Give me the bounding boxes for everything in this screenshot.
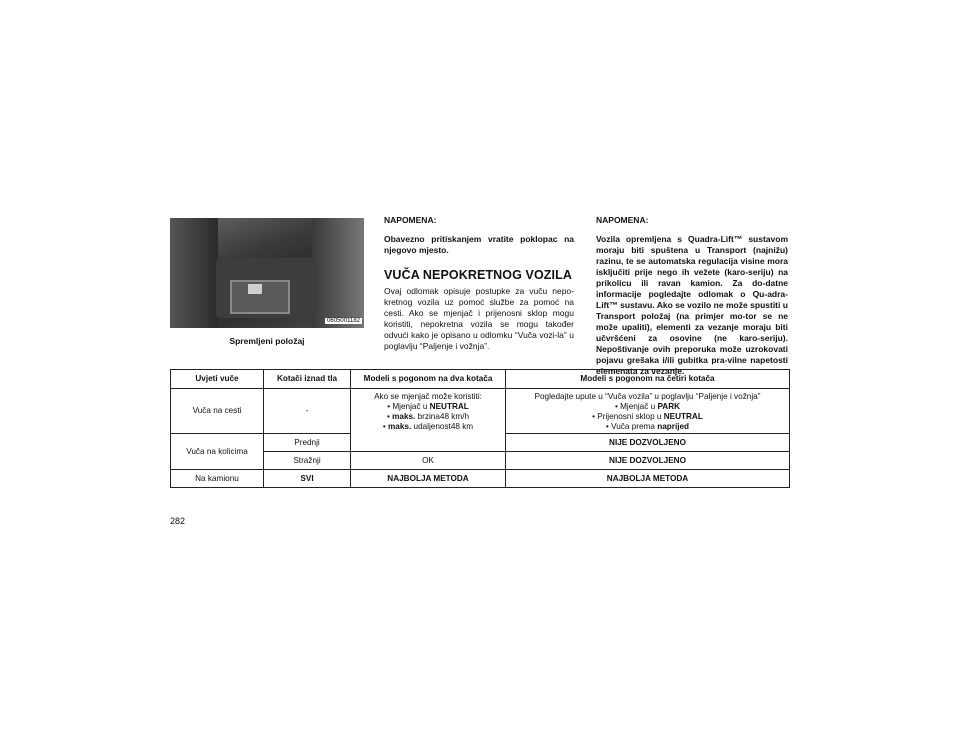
note-text: Vozila opremljena s Quadra-Lift™ sustavom moraju biti spuštena u Transport (najnižu) razinu, te se automatska regulacija visine mora isključiti prije nego ih vežete (karo-seriju) na prikolicu ili ravan kamion. Za do-datne informacije pogledajte odlomak o Qu-adra-Lift™ sustavu. Ako se vozilo ne može spustiti u Transport položaj (na primjer mo-tor se ne može upaliti), elementi za vezanje moraju biti učvršćeni za osovine (ne karo-seriju). Nepoštivanje ovih preporuka može uzrokovati pojavu grešaka i/ili gubitka pra-vilne napetosti elemenata za vezanje. bbox=[596, 234, 788, 376]
table-cell bbox=[506, 389, 790, 434]
note-heading: NAPOMENA: bbox=[596, 215, 649, 225]
cell-bullet: • maks. brzina48 km/h bbox=[386, 412, 470, 421]
section-body: Ovaj odlomak opisuje postupke za vuču nepo-kretnog vozila uz pomoć službe za pomoć na cesti. Ako se mjenjač i prijenosni sklop mogu koristiti, nepokretna vozila se mogu također odvući kako je opisano u odlomku “Vuča vozi-la” u poglavlju “Paljenje i vožnja”. bbox=[384, 286, 574, 351]
cell-bullet: • Mjenjač u PARK bbox=[614, 402, 681, 411]
table-cell: NIJE DOZVOLJENO bbox=[506, 434, 790, 452]
table-cell: NAJBOLJA METODA bbox=[506, 470, 790, 488]
table-row bbox=[171, 389, 790, 434]
cell-bullet: • Vuča prema naprijed bbox=[605, 422, 690, 431]
cell-line: Pogledajte upute u “Vuča vozila” u poglavlju “Paljenje i vožnja” bbox=[534, 392, 761, 401]
section-title: VUČA NEPOKRETNOG VOZILA bbox=[384, 268, 572, 282]
table-cell: Stražnji bbox=[264, 452, 351, 470]
page-number: 282 bbox=[170, 516, 186, 526]
cell-line: Ako se mjenjač može koristiti: bbox=[374, 392, 482, 401]
table-row bbox=[171, 452, 790, 470]
table-cell: SVI bbox=[264, 470, 351, 488]
right-seat-shape bbox=[312, 218, 364, 328]
table-row bbox=[171, 470, 790, 488]
header-cell: Modeli s pogonom na dva kotača bbox=[351, 370, 506, 389]
table-cell: NIJE DOZVOLJENO bbox=[506, 452, 790, 470]
table-cell: Na kamionu bbox=[171, 470, 264, 488]
photo-caption: Spremljeni položaj bbox=[229, 336, 305, 346]
tow-hook-shape bbox=[248, 284, 262, 294]
table-header-row bbox=[171, 370, 790, 389]
note-text: Obavezno pritiskanjem vratite poklopac na njegovo mjesto. bbox=[384, 234, 574, 255]
header-cell: Kotači iznad tla bbox=[264, 370, 351, 389]
cell-bullet: • maks. udaljenost48 km bbox=[382, 422, 474, 431]
header-cell: Modeli s pogonom na četiri kotača bbox=[506, 370, 790, 389]
table-cell bbox=[351, 389, 506, 452]
header-cell: Uvjeti vuče bbox=[171, 370, 264, 389]
table-cell: OK bbox=[351, 452, 506, 470]
cell-bullet: • Mjenjač u NEUTRAL bbox=[387, 402, 469, 411]
table-cell: Vuča na kolicima bbox=[171, 434, 264, 470]
photo-code: 0605001182 bbox=[327, 318, 360, 324]
left-seat-shape bbox=[170, 218, 218, 328]
towing-table bbox=[170, 369, 790, 488]
table-cell: - bbox=[264, 389, 351, 434]
table-cell: Vuča na cesti bbox=[171, 389, 264, 434]
table-cell: Prednji bbox=[264, 434, 351, 452]
table-cell: NAJBOLJA METODA bbox=[351, 470, 506, 488]
console-photo bbox=[170, 218, 364, 328]
cell-bullet: • Prijenosni sklop u NEUTRAL bbox=[592, 412, 703, 421]
column-middle bbox=[384, 215, 574, 352]
column-right bbox=[596, 215, 788, 377]
note-heading: NAPOMENA: bbox=[384, 215, 437, 225]
